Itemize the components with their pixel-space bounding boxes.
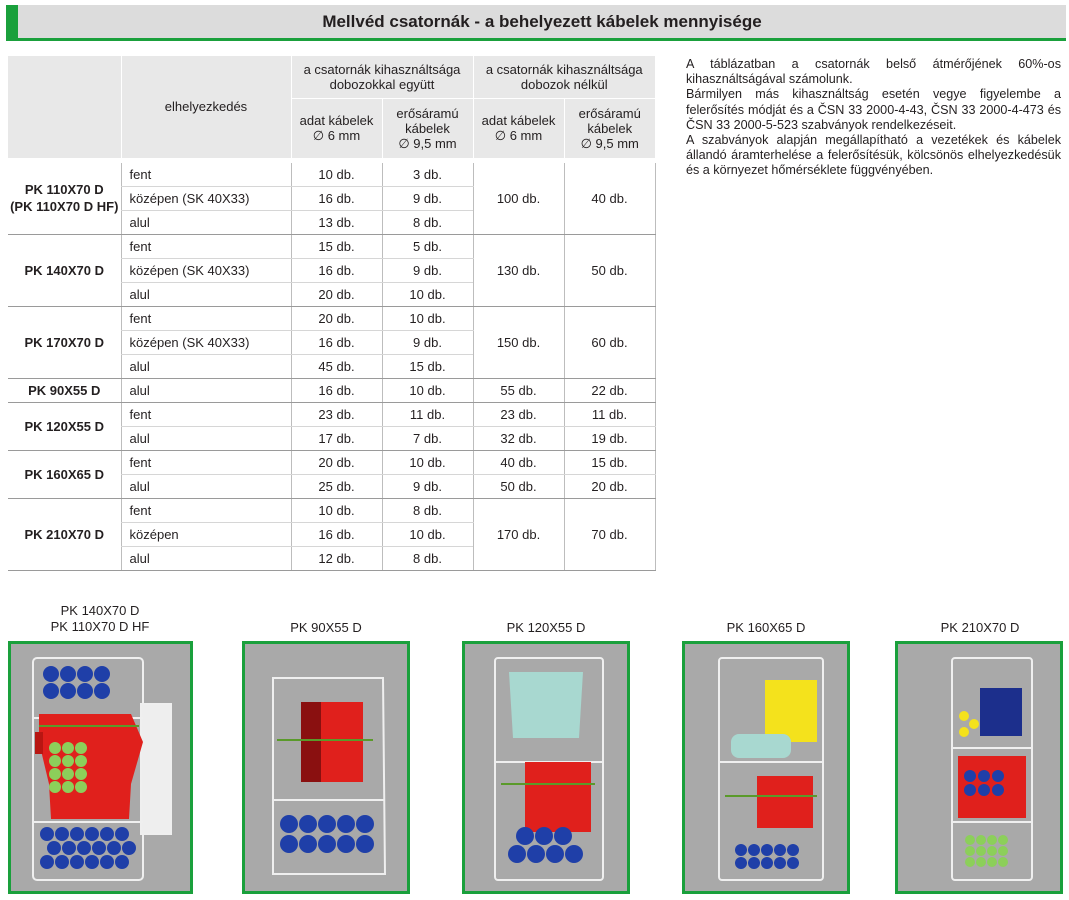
row-placement: alul bbox=[121, 282, 291, 306]
cell-data-with: 17 db. bbox=[291, 426, 382, 450]
row-placement: alul bbox=[121, 474, 291, 498]
figure-panel-pk120x55 bbox=[462, 641, 630, 894]
row-model: PK 140X70 D bbox=[8, 234, 121, 306]
cell-power-without: 11 db. bbox=[564, 402, 655, 426]
note-paragraph: A szabványok alapján megállapítható a vezetékek és kábelek állandó áramterhelése a felerősítésük, kölcsönös elhelyezkedésük és a környezet hőmérséklete függvényében. bbox=[686, 133, 1061, 178]
cell-power-with: 8 db. bbox=[382, 498, 473, 522]
cell-data-with: 13 db. bbox=[291, 210, 382, 234]
cell-data-with: 16 db. bbox=[291, 186, 382, 210]
cell-power-with: 10 db. bbox=[382, 306, 473, 330]
cell-power-with: 11 db. bbox=[382, 402, 473, 426]
row-model: PK 160X65 D bbox=[8, 450, 121, 498]
data-cables-bottom bbox=[965, 835, 1008, 867]
cell-power-with: 15 db. bbox=[382, 354, 473, 378]
cell-data-without: 130 db. bbox=[473, 234, 564, 306]
cell-power-with: 8 db. bbox=[382, 210, 473, 234]
note-paragraph: Bármilyen más kihasználtság esetén vegye figyelembe a felerősítés módját és a ČSN 33 2000-4-43, ČSN 33 2000-4-473 és ČSN 33 2000-5-523 szabványok rendelkezéseit. bbox=[686, 87, 1061, 132]
socket-box-darkblue bbox=[980, 688, 1022, 736]
data-cables-yellow bbox=[959, 711, 979, 737]
row-model: PK 120X55 D bbox=[8, 402, 121, 450]
figure-label: PK 160X65 D bbox=[726, 620, 806, 635]
row-placement: alul bbox=[121, 210, 291, 234]
row-placement: fent bbox=[121, 402, 291, 426]
table-header-model bbox=[8, 56, 121, 158]
row-placement: középen (SK 40X33) bbox=[121, 186, 291, 210]
power-cables-top bbox=[43, 666, 110, 699]
cell-power-without: 19 db. bbox=[564, 426, 655, 450]
row-model: PK 110X70 D (PK 110X70 D HF) bbox=[8, 163, 121, 235]
notes-text bbox=[686, 57, 1061, 179]
cell-data-with: 15 db. bbox=[291, 234, 382, 258]
figure-label: PK 210X70 D bbox=[940, 620, 1020, 635]
cell-data-with: 20 db. bbox=[291, 306, 382, 330]
row-placement: fent bbox=[121, 498, 291, 522]
figure-label: PK 90X55 D bbox=[290, 620, 362, 635]
data-cables-top bbox=[509, 672, 583, 738]
cell-data-with: 25 db. bbox=[291, 474, 382, 498]
cell-power-with: 3 db. bbox=[382, 163, 473, 187]
cable-capacity-table bbox=[8, 56, 656, 571]
cell-power-without: 50 db. bbox=[564, 234, 655, 306]
cell-data-without: 50 db. bbox=[473, 474, 564, 498]
table-header-with-boxes: a csatornák kihasználtsága dobozokkal együtt bbox=[291, 56, 473, 98]
cell-power-without: 20 db. bbox=[564, 474, 655, 498]
power-cables-bottom bbox=[40, 827, 136, 869]
cell-data-without: 100 db. bbox=[473, 163, 564, 235]
row-placement: fent bbox=[121, 306, 291, 330]
cell-data-with: 10 db. bbox=[291, 498, 382, 522]
table-row bbox=[8, 163, 655, 187]
page-header bbox=[6, 5, 1066, 39]
table-row bbox=[8, 450, 655, 474]
table-header-data-cables-without: adat kábelek ∅ 6 mm bbox=[473, 98, 564, 158]
cell-data-with: 16 db. bbox=[291, 378, 382, 402]
cell-data-with: 45 db. bbox=[291, 354, 382, 378]
cell-data-without: 23 db. bbox=[473, 402, 564, 426]
figure-label: PK 120X55 D bbox=[506, 620, 586, 635]
cell-data-with: 12 db. bbox=[291, 546, 382, 570]
cell-power-with: 9 db. bbox=[382, 474, 473, 498]
power-cables-bottom bbox=[280, 815, 374, 853]
table-header-placement: elhelyezkedés bbox=[121, 56, 291, 158]
row-placement: alul bbox=[121, 546, 291, 570]
table-header-data-cables-with: adat kábelek ∅ 6 mm bbox=[291, 98, 382, 158]
figure-panel-pk140x70 bbox=[8, 641, 193, 894]
cell-power-with: 7 db. bbox=[382, 426, 473, 450]
figure-label: PK 140X70 D PK 110X70 D HF bbox=[50, 603, 150, 634]
table-header-without-boxes: a csatornák kihasználtsága dobozok nélkül bbox=[473, 56, 655, 98]
socket-box-yellow bbox=[765, 680, 817, 742]
figure-panel-pk210x70 bbox=[895, 641, 1063, 894]
cell-data-with: 16 db. bbox=[291, 522, 382, 546]
row-model: PK 90X55 D bbox=[8, 378, 121, 402]
power-cables-bottom bbox=[508, 827, 583, 863]
header-underline bbox=[6, 38, 1066, 41]
row-placement: fent bbox=[121, 450, 291, 474]
cell-power-with: 10 db. bbox=[382, 282, 473, 306]
cell-power-without: 40 db. bbox=[564, 163, 655, 235]
trunking-cross-section bbox=[11, 644, 190, 891]
power-cables-bottom bbox=[735, 844, 799, 869]
cell-data-with: 10 db. bbox=[291, 163, 382, 187]
socket-box-red bbox=[35, 714, 143, 819]
table-row bbox=[8, 234, 655, 258]
cell-power-with: 5 db. bbox=[382, 234, 473, 258]
cell-power-without: 70 db. bbox=[564, 498, 655, 570]
cell-data-with: 20 db. bbox=[291, 450, 382, 474]
cell-power-without: 60 db. bbox=[564, 306, 655, 378]
table-header-power-cables-without: erősáramú kábelek ∅ 9,5 mm bbox=[564, 98, 655, 158]
cell-power-with: 10 db. bbox=[382, 378, 473, 402]
cell-power-with: 10 db. bbox=[382, 522, 473, 546]
trunking-cross-section bbox=[465, 644, 627, 891]
row-placement: középen (SK 40X33) bbox=[121, 258, 291, 282]
row-placement: középen (SK 40X33) bbox=[121, 330, 291, 354]
figure-panel-pk90x55 bbox=[242, 641, 410, 894]
cell-data-with: 16 db. bbox=[291, 330, 382, 354]
cell-power-with: 8 db. bbox=[382, 546, 473, 570]
table-row bbox=[8, 498, 655, 522]
cell-power-without: 15 db. bbox=[564, 450, 655, 474]
cell-data-with: 23 db. bbox=[291, 402, 382, 426]
cell-power-with: 9 db. bbox=[382, 186, 473, 210]
socket-box-red bbox=[725, 776, 817, 828]
table-row bbox=[8, 306, 655, 330]
row-placement: alul bbox=[121, 378, 291, 402]
row-model: PK 210X70 D bbox=[8, 498, 121, 570]
cell-power-without: 22 db. bbox=[564, 378, 655, 402]
page-title: Mellvéd csatornák - a behelyezett kábelek mennyisége bbox=[322, 12, 762, 31]
cell-data-without: 150 db. bbox=[473, 306, 564, 378]
row-placement: alul bbox=[121, 426, 291, 450]
row-placement: fent bbox=[121, 234, 291, 258]
row-placement: középen bbox=[121, 522, 291, 546]
row-model: PK 170X70 D bbox=[8, 306, 121, 378]
cell-data-without: 32 db. bbox=[473, 426, 564, 450]
table-header-power-cables-with: erősáramú kábelek ∅ 9,5 mm bbox=[382, 98, 473, 158]
table-row bbox=[8, 402, 655, 426]
cell-data-without: 55 db. bbox=[473, 378, 564, 402]
note-paragraph: A táblázatban a csatornák belső átmérőjének 60%-os kihasználtságával számolunk. bbox=[686, 57, 1061, 87]
trunking-cross-section bbox=[898, 644, 1060, 891]
trunking-cross-section bbox=[685, 644, 847, 891]
trunking-cross-section bbox=[245, 644, 407, 891]
socket-box-red bbox=[501, 762, 595, 832]
cell-data-without: 170 db. bbox=[473, 498, 564, 570]
cell-power-with: 9 db. bbox=[382, 330, 473, 354]
cell-data-with: 16 db. bbox=[291, 258, 382, 282]
socket-box-red bbox=[277, 702, 373, 782]
data-cables-top bbox=[731, 734, 791, 758]
table-row bbox=[8, 378, 655, 402]
figure-panel-pk160x65 bbox=[682, 641, 850, 894]
cell-data-with: 20 db. bbox=[291, 282, 382, 306]
row-placement: fent bbox=[121, 163, 291, 187]
cell-data-without: 40 db. bbox=[473, 450, 564, 474]
cell-power-with: 9 db. bbox=[382, 258, 473, 282]
row-placement: alul bbox=[121, 354, 291, 378]
cell-power-with: 10 db. bbox=[382, 450, 473, 474]
